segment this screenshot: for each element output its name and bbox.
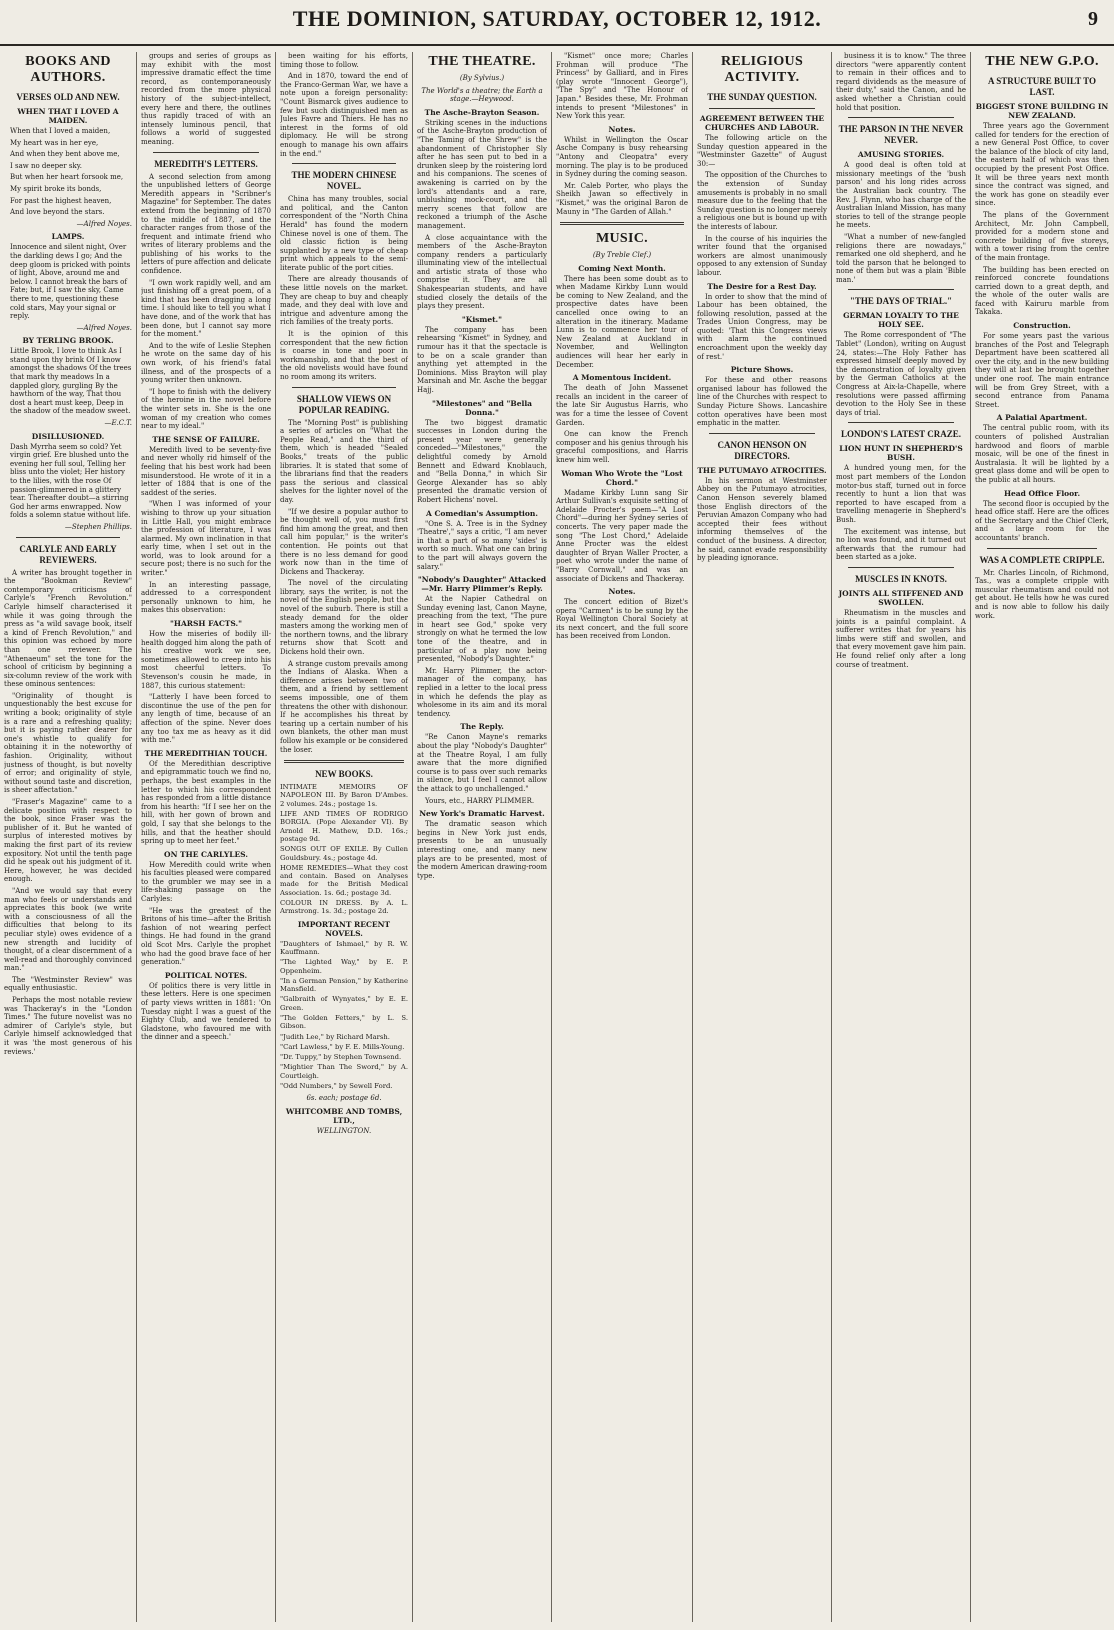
paragraph: "What a number of new-fangled religions there are nowadays," remarked one old shepherd, and he told the parson that he belonged to none of them but was a plain 'Bible man.': [836, 232, 966, 284]
poem-title: BY TERLING BROOK.: [22, 336, 114, 346]
advertiser-name: WHITCOMBE AND TOMBS, LTD.,: [285, 1106, 403, 1125]
poem-line: And love beyond the stars.: [10, 208, 105, 217]
divider: [153, 152, 259, 153]
list-item: "Mightier Than The Sword," by A. Courtleigh.: [280, 1063, 408, 1080]
paragraph: "And we would say that every man who feels or understands and appreciates this book (we write with a consciousness of all the difficulties that belong to its peculiar style) owes evidence of a new strength and lucidity of thought, of a clear discernment of a well-read and thoroughly convinced man.": [4, 886, 132, 973]
article-heading: THE PARSON IN THE NEVER NEVER.: [838, 124, 964, 146]
sub-heading: "Nobody's Daughter" Attacked—Mr. Harry Plimmer's Reply.: [417, 575, 547, 594]
column-chinese-novel: [280, 52, 408, 1622]
sub-heading: Notes.: [608, 587, 636, 597]
article-heading: WAS A COMPLETE CRIPPLE.: [979, 554, 1105, 565]
paragraph: "Originality of thought is unquestionably the best excuse for writing a book; originality of style is a rare and a refreshing quality; but it is paying rather dearer for one's whistle to qualify for obtaining it in the noteworthy of fashion. Originality, without justness of thought, is but novelty of error; and originality of style, without sound taste and discretion, is sheer affectation.": [4, 691, 132, 795]
list-item: "Judith Lee," by Richard Marsh.: [280, 1032, 390, 1041]
column-gpo: [975, 52, 1109, 1622]
novel-list: [280, 940, 408, 1091]
column-religious: [697, 52, 827, 1622]
paragraph: Madame Kirkby Lunn sang Sir Arthur Sullivan's exquisite setting of Adelaide Procter's poem—"A Lost Chord"—during her Sydney series of concerts. The very paper made the song "The Lost Chord," Adelaide Anne Procter was the eldest daughter of Bryan Waller Procter, a poet who wrote under the name of "Barry Cornwall," and was an associate of Dickens and Thackeray.: [556, 488, 688, 583]
article-heading: THE SUNDAY QUESTION.: [707, 92, 817, 102]
sub-heading: LION HUNT IN SHEPHERD'S BUSH.: [839, 444, 963, 463]
advert-heading: NEW BOOKS.: [315, 769, 373, 780]
paragraph: The following article on the Sunday question appeared in the "Westminster Gazette" of August 30:—: [697, 134, 827, 168]
paragraph: been waiting for his efforts, timing those to follow.: [280, 52, 408, 69]
sub-heading: Construction.: [1013, 321, 1071, 331]
sub-heading: Picture Shows.: [730, 365, 794, 375]
paragraph: In his sermon at Westminster Abbey on the Putumayo atrocities, Canon Henson severely blamed those English directors of the Peruvian Amazon Company who had accepted their fees without informing themselves of the conduct of the business. A director, he said, cannot evade responsibility by pleading ignorance.: [697, 476, 827, 563]
poem-text: Little Brook, I love to think As I stand upon thy brink Of I know amongst the shadows Of the trees that mark thy meadows In a dappled glory, gurgling By the hawthorn of the way, That thou dost a heart must keep, Deep in the shadow of the meadow sweet.: [10, 347, 132, 416]
divider: [292, 163, 396, 164]
paragraph: A second selection from among the unpublished letters of George Meredith appears in "Scribner's Magazine" for September. The dates extend from the beginning of 1870 to the middle of 1887, and the character ranges from those of the frequent and intimate friend who writes of literary problems and the publishing of his works to the letters of pure affection and delicate confidence.: [141, 172, 271, 276]
divider: [284, 760, 404, 763]
poem-line: And when they bent above me,: [10, 150, 120, 159]
paragraph: A strange custom prevails among the Indians of Alaska. When a difference arises between two of them, and a friend by settlement seems impossible, one of them threatens the other with dishonour. If he accomplishes his threat by tearing up a certain number of his own blankets, the other man must follow his example or be considered the loser.: [280, 659, 408, 754]
article-heading: LONDON'S LATEST CRAZE.: [841, 429, 961, 440]
paragraph: How the miseries of bodily ill-health dogged him along the path of his creative work we see, sometimes allowed to creep into his most cheerful letters. To Stevenson's cousin he made, in 1887, this curious statement:: [141, 630, 271, 690]
column-books-and-authors: [4, 52, 132, 1622]
sub-heading: ON THE CARLYLES.: [164, 849, 248, 859]
column-rule: [275, 52, 276, 1622]
paragraph: In an interesting passage, addressed to a correspondent personally unknown to him, he makes this observation:: [141, 580, 271, 615]
paragraph: groups and series of groups as may exhibit with the most impressive dramatic effect the time record, as contemporaneously recorded from the more physical history of the subject-intellect, every here and there, the outlines thus rapidly traced of with an intensely luminous pencil, that follows a world of suggested meaning.: [141, 52, 271, 146]
paragraph: Striking scenes in the inductions of the Asche-Brayton production of "The Taming of the Shrew" is the abandonment of Christopher Sly after he has seen put to bed in a drunken sleep by the roistering lord and his companions. The scenes of awakening is carried on by the lord's attendants and a rare, unblushing mock-court, and the merry scenes that follow are reckoned a triumph of the Asche management.: [417, 118, 547, 230]
article-heading: A STRUCTURE BUILT TO LAST.: [988, 76, 1096, 97]
paragraph: There has been some doubt as to when Madame Kirkby Lunn would be coming to New Zealand, and the prospective dates have been cancelled once owing to an alteration in the itinerary. Madame Lunn is to commence her tour of New Zealand at Auckland in November, and Wellington audiences will hear her early in December.: [556, 274, 688, 369]
section-heading-theatre: THE THEATRE.: [428, 54, 536, 69]
paragraph: The company has been rehearsing "Kismet" in Sydney, and rumour has it that the spectacle is to be on a scale grander than anything yet attempted in the Dominions. Miss Brayton will play Marsinah and Mr. Asche the beggar Hajj.: [417, 325, 547, 394]
column-theatre: [417, 52, 547, 1622]
column-rule: [412, 52, 413, 1622]
paragraph: And to the wife of Leslie Stephen he wrote on the same day of his own work, of his friend's fatal illness, and of the prospects of a young writer then unknown.: [141, 341, 271, 385]
poem-title: LAMPS.: [51, 232, 85, 242]
list-item: "In a German Pension," by Katherine Mansfield.: [280, 976, 408, 994]
section-heading-religious: RELIGIOUS ACTIVITY.: [720, 54, 804, 85]
sub-heading: The Asche-Brayton Season.: [424, 107, 540, 117]
paragraph: Mr. Caleb Porter, who plays the Sheikh Jawan so effectively in "Kismet," was the original Baron de Mauny in "The Garden of Allah.": [556, 181, 688, 216]
paragraph: Three years ago the Government called for tenders for the erection of a new General Post Office, to cover the balance of the block of city land, the eastern half of which was then occupied by the present Post Office. It will be three years next month since the contract was signed, and the work has gone on steadily ever since.: [975, 122, 1109, 208]
paragraph: The death of John Massenet recalls an incident in the career of the late Sir Augustus Harris, who was for a time the lessee of Covent Garden.: [556, 384, 688, 427]
masthead-title: THE DOMINION, SATURDAY, OCTOBER 12, 1912.: [292, 6, 822, 31]
sub-heading: "Milestones" and "Bella Donna.": [431, 398, 533, 417]
divider: [16, 537, 120, 538]
paragraph: Rheumatism in the muscles and joints is a painful complaint. A sufferer writes that for years his limbs were stiff and swollen, and that every movement gave him pain. He found relief only after a long course of treatment.: [836, 608, 966, 669]
sub-heading: "HARSH FACTS.": [169, 619, 243, 629]
column-music: [556, 52, 688, 1622]
list-item: "The Golden Fetters," by L. S. Gibson.: [280, 1013, 408, 1031]
article-heading: SHALLOW VIEWS ON POPULAR READING.: [296, 393, 392, 415]
paragraph: Of politics there is very little in these letters. Here is one specimen of party views written in 1881: 'On Tuesday night I was a guest of the Eighty Club, and we tendered to Gladstone, who favoured me with the dinner and a speech.': [141, 981, 271, 1042]
paragraph: A hundred young men, for the most part members of the London motor-bus staff, turned out in force recently to hunt a lion that was reported to have escaped from a travelling menagerie in Shepherd's Bush.: [836, 464, 966, 524]
list-item: COLOUR IN DRESS. By A. L. Armstrong. 1s. 3d.; postage 2d.: [280, 899, 408, 916]
paragraph: Perhaps the most notable review was Thackeray's in the "London Times." The future novelist was no admirer of Carlyle's style, but Carlyle himself acknowledged that it was 'the most generous of his reviews.': [4, 996, 132, 1056]
sub-heading: A Palatial Apartment.: [996, 413, 1088, 423]
poem-line: When that I loved a maiden,: [10, 127, 111, 135]
article-heading: "THE DAYS OF TRIAL.": [849, 296, 953, 307]
list-item: "Daughters of Ishmael," by R. W. Kauffmann.: [280, 939, 408, 956]
sub-heading: Woman Who Wrote the "Lost Chord.": [561, 468, 683, 487]
divider: [848, 567, 954, 568]
column-parson: [836, 52, 966, 1622]
article-heading: THE MODERN CHINESE NOVEL.: [291, 170, 397, 192]
paragraph: Of the Meredithian descriptive and epigrammatic touch we find no, perhaps, the best examples in the letter to which his correspondent has responded from a little distance from his hearth: "If I see her on the hill, with her gown of brown and gold, I say that she belongs to the hills, and that the heather should spring up to meet her feet.": [141, 759, 271, 846]
byline: (By Treble Clef.): [592, 251, 652, 260]
poem-line: My heart was in her eye,: [10, 138, 99, 147]
divider: [560, 222, 684, 225]
sub-heading: GERMAN LOYALTY TO THE HOLY SEE.: [843, 311, 959, 330]
list-item: "Dr. Tuppy," by Stephen Townsend.: [280, 1053, 402, 1062]
sub-heading: Coming Next Month.: [578, 263, 666, 273]
poem-line: For past the highest heaven,: [10, 196, 112, 205]
divider: [987, 548, 1097, 549]
paragraph: The opposition of the Churches to the extension of Sunday amusements is probably in no small measure due to the feeling that the Sunday question is no longer merely a religious one but is bound up with the interests of labour.: [697, 171, 827, 231]
paragraph: There are already thousands of these little novels on the market. They are cheap to buy and cheaply made, and they deal with love and intrigue and adventure among the rich families of the treaty ports.: [280, 275, 408, 327]
column-rule: [692, 52, 693, 1622]
masthead: [0, 0, 1114, 46]
article-heading: MEREDITH'S LETTERS.: [154, 158, 258, 169]
divider: [709, 433, 815, 434]
poem-line: My spirit broke its bonds,: [10, 184, 102, 193]
paragraph: Meredith lived to be seventy-five and never wholly rid himself of the feeling that his best work had been misunderstood. He wrote of it in a letter of 1884 that is one of the saddest of the series.: [141, 445, 271, 497]
paragraph: "Latterly I have been forced to discontinue the use of the pen for any length of time, because of an affection of the spine. Never does any too tax me as heavy as it did with me.": [141, 693, 271, 745]
paragraph: "One S. A. Tree is in the Sydney 'Theatre'," says a critic, "I am never in that a part of so many 'sides' is worth so much. What one can bring to the part will always govern the salary.": [417, 519, 547, 571]
poem-signature: —Stephen Phillips.: [64, 522, 132, 531]
paragraph: China has many troubles, social and political, and the Canton correspondent of the "North China Herald" has found the modern Chinese novel is one of them. The old classic fiction is being supplanted by a new type of cheap print which appeals to the semi-literate public of the port cities.: [280, 195, 408, 272]
paragraph: Mr. Charles Lincoln, of Richmond, Tas., was a complete cripple with muscular rheumatism and could not get about. He tells how he was cured and is now able to follow his daily work.: [975, 568, 1109, 620]
paragraph: A close acquaintance with the members of the Asche-Brayton company renders a particularly illuminating view of the intellectual and artistic strata of those who comprise it. They are all Shakespearian students, and have studied closely the details of the plays they present.: [417, 233, 547, 311]
paragraph: One can know the French composer and his genius through his graceful compositions, and Harris knew him well.: [556, 430, 688, 464]
column-rule: [551, 52, 552, 1622]
paragraph: In the course of his inquiries the writer found that the organised workers are almost unanimously opposed to any extension of Sunday labour.: [697, 234, 827, 277]
paragraph: The two biggest dramatic successes in London during the present year were generally conceded—"Milestones," the delightful comedy by Arnold Bennett and Edward Knoblauch, and "Bella Donna," in which Sir George Alexander has so ably presented the dramatic version of Robert Hichens' novel.: [417, 418, 547, 504]
paragraph: How Meredith could write when his faculties pleased were compared to the grumbler we may see in a life-shaking passage on the Carlyles:: [141, 860, 271, 904]
paragraph: The concert edition of Bizet's opera "Carmen" is to be sung by the Royal Wellington Choral Society at its next concert, and the full score has been received from London.: [556, 598, 688, 641]
list-item: "Odd Numbers," by Sewell Ford.: [280, 1082, 393, 1091]
sub-heading: THE PUTUMAYO ATROCITIES.: [697, 465, 827, 475]
paragraph: The building has been erected on reinforced concrete foundations carried down to a great depth, and the whole of the outer walls are faced with Kairuru marble from Takaka.: [975, 265, 1109, 317]
list-item: HOME REMEDIES—What they cost and contain. Based on Analyses made for the British Medical Association. 1s. 6d.; postage 3d.: [280, 863, 408, 897]
sub-heading: THE SENSE OF FAILURE.: [152, 434, 260, 444]
paragraph: "He was the greatest of the Britons of his time—after the British fashion of not wearing perfect things. He had found in the grand old Scot Mrs. Carlyle the prophet who had the good brave face of her generation.": [141, 906, 271, 967]
paragraph: In order to show that the mind of Labour has been obtained, the following resolution, passed at the Trades Union Congress, may be quoted: 'That this Congress views with alarm the continued encroachment upon the weekly day of rest.': [697, 292, 827, 361]
paragraph: For some years past the various branches of the Post and Telegraph Department have been scattered all over the city, and in the new building they will at last be brought together under one roof. The main entrance will be from Grey Street, with a second entrance from Panama Street.: [975, 332, 1109, 409]
list-item: INTIMATE MEMOIRS OF NAPOLEON III. By Baron D'Ambes. 2 volumes. 24s.; postage 1s.: [280, 783, 408, 808]
column-rule: [831, 52, 832, 1622]
advert-subheading: IMPORTANT RECENT NOVELS.: [297, 919, 391, 938]
paragraph: "Fraser's Magazine" came to a delicate position with respect to the book, since Fraser was the publisher of it. But he wanted of surplus of interested motives by making the first part of its review expository. Not until the tenth page did he speak out his judgment of it. Here, however, he was decided enough.: [4, 798, 132, 884]
paragraph: "When I was informed of your wishing to throw up your situation in Little Hall, you might embrace the profession of literature, I was alarmed. My own inclination in that early time, when I set out in the world, was to look around for a secure post; there is no such for the writer.": [141, 500, 271, 578]
book-list: [280, 783, 408, 915]
poem-title: DISILLUSIONED.: [31, 431, 105, 441]
paragraph: The novel of the circulating library, says the writer, is not the novel of the English people, but the novel of the suburb. There is still a steady demand for the older masters among the working men of the northern towns, and the library returns show that Scott and Dickens hold their own.: [280, 579, 408, 657]
paragraph: "I hope to finish with the delivery of the heroine in the novel before the winter sets in. She is the one woman of my creation who comes near to my ideal.": [141, 387, 271, 431]
sub-heading: The Reply.: [460, 722, 504, 732]
verses-heading: VERSES OLD AND NEW.: [16, 92, 120, 102]
byline: (By Sylvius.): [459, 74, 505, 82]
paragraph: The second floor is occupied by the head office staff. Here are the offices of the Secretary and the Chief Clerk, and a large room for the accountants' branch.: [975, 499, 1109, 542]
divider: [848, 422, 954, 423]
paragraph: "Re Canon Mayne's remarks about the play "Nobody's Daughter" at the Theatre Royal, I am fully aware that the more dignified course is to pass over such remarks in silence, but I feel I cannot allow the attack to go unchallenged.": [417, 733, 547, 793]
sub-heading: AGREEMENT BETWEEN THE CHURCHES AND LABOUR.: [699, 114, 825, 132]
column-rule: [136, 52, 137, 1622]
sub-heading: JOINTS ALL STIFFENED AND SWOLLEN.: [838, 588, 964, 607]
poem-line: But when her heart forsook me,: [10, 173, 124, 182]
poem-line: I saw no deeper sky.: [10, 161, 82, 170]
paragraph: "If we desire a popular author to be thought well of, you must first find him among the great, and then call him popular," is the writer's contention. He points out that there is no less demand for good work now than in the time of Dickens and Thackeray.: [280, 507, 408, 576]
list-item: "Galbraith of Wynyates," by E. E. Green.: [280, 995, 408, 1012]
column-meredith: [141, 52, 271, 1622]
article-heading: CANON HENSON ON DIRECTORS.: [717, 439, 807, 461]
sub-heading: BIGGEST STONE BUILDING IN NEW ZEALAND.: [975, 102, 1109, 120]
paragraph: And in 1870, toward the end of the Franco-German War, we have a note upon a foreign personality: "Count Bismarck gives audience to few but such distinguished men as Jules Favre and Thiers. He has no interest in the forms of old diplomacy. He will be strong enough to manage his own affairs in the end.": [280, 72, 408, 158]
sub-heading: The Desire for a Rest Day.: [707, 281, 817, 291]
divider: [292, 387, 396, 388]
paragraph: Yours, etc., HARRY PLIMMER.: [425, 796, 535, 805]
divider: [848, 289, 954, 290]
paragraph: Mr. Harry Plimmer, the actor-manager of the company, has replied in a letter to the local press in which he defends the play as wholesome in its aim and its moral tendency.: [417, 666, 547, 718]
sub-heading: A Momentous Incident.: [572, 373, 672, 383]
epigraph: The World's a theatre; the Earth a stage.—Heywood.: [421, 86, 543, 104]
sub-heading: THE MEREDITHIAN TOUCH.: [144, 748, 268, 758]
list-item: SONGS OUT OF EXILE. By Cullen Gouldsbury. 4s.; postage 4d.: [280, 845, 408, 862]
paragraph: The central public room, with its counters of polished Australian hardwood and floors of marble mosaic, will be one of the finest in Australasia. It will be lighted by a great glass dome and will be open to the public at all hours.: [975, 424, 1109, 484]
list-item: "The Lighted Way," by E. P. Oppenheim.: [280, 958, 408, 975]
poem-text: Dash Myrrha seem so cold? Yet virgin grief. Ere blushed unto the evening her full soul, Telling her bliss unto the violet; Her history to the lilies, with the rose Of passion-glimmered in a glittery tear. Thereafter doubt—a stirring God her arms enwrapped. Now folds a solemn statue without life.: [10, 442, 131, 520]
paragraph: Whilst in Wellington the Oscar Asche Company is busy rehearsing "Antony and Cleopatra" every morning. The play is to be produced in Sydney during the coming season.: [556, 135, 688, 179]
poem-signature: —Alfred Noyes.: [76, 323, 132, 332]
poem-text: Innocence and silent night, Over the darkling dews I go; And the deep gloom is pricked with points of light, Above, around me and below. I cannot break the bars of Fate; but, if I saw the sky, Came there to me, questioning these cold stars, May your signal or reply.: [10, 243, 131, 321]
poem-signature: —Alfred Noyes.: [76, 219, 132, 228]
paragraph: business it is to know." The three directors "were apparently content to remain in their offices and to regard dividends as the measure of their duty," said the Canon, and he asked whether a Christian could hold that position.: [836, 52, 966, 112]
paragraph: At the Napier Cathedral on Sunday evening last, Canon Mayne, preaching from the text, "The pure in heart see God," spoke very strongly on what he termed the low tone of the theatre, and in particular of a play now being presented, "Nobody's Daughter.": [417, 595, 547, 664]
section-heading-books: BOOKS AND AUTHORS.: [25, 54, 111, 85]
divider: [848, 117, 954, 118]
column-rule: [970, 52, 971, 1622]
sub-heading: POLITICAL NOTES.: [164, 970, 248, 980]
sub-heading: "Kismet.": [461, 314, 503, 324]
sub-heading: Notes.: [608, 124, 636, 134]
paragraph: The Rome correspondent of "The Tablet" (London), writing on August 24, states:—The Holy Father has expressed himself deeply moved by the demonstration of loyalty given by the German Catholics at the Congress at Aix-la-Chapelle, where resolutions were passed affirming devotion to the Holy See in these days of trial.: [836, 331, 966, 417]
advertiser-city: WELLINGTON.: [316, 1126, 372, 1135]
paragraph: A good deal is often told at missionary meetings of the 'bush parson' and his long rides across the Australian back country. The Rev. J. Flynn, who has charge of the Australian Inland Mission, has many stories to tell of the strange people he meets.: [836, 161, 966, 230]
paragraph: "I own work rapidly well, and am just finishing off a great poem, of a kind that has been dragging a long time. I should like to tell you what I have done, and of the work that has been done, but I cannot say more for the moment.": [141, 278, 271, 339]
article-heading: CARLYLE AND EARLY REVIEWERS.: [19, 543, 117, 565]
poem-title: WHEN THAT I LOVED A MAIDEN.: [17, 107, 119, 125]
article-heading: MUSCLES IN KNOTS.: [855, 573, 947, 584]
paragraph: The dramatic season which begins in New York just ends, presents to be an unusually interesting one, and many new plays are to be presented, most of the modern American drawing-room type.: [417, 820, 547, 880]
sub-heading: New York's Dramatic Harvest.: [419, 809, 545, 819]
paragraph: The "Westminster Review" was equally enthusiastic.: [4, 975, 132, 993]
paragraph: The plans of the Government Architect, Mr. John Campbell, provided for a modern stone and concrete building of five storeys, with a tower rising from the centre of the main frontage.: [975, 210, 1109, 262]
divider: [709, 108, 815, 109]
paragraph: For these and other reasons organised labour has followed the line of the Churches with respect to Sunday Picture Shows. Lancashire cotton operatives have been most emphatic in the matter.: [697, 376, 827, 428]
paragraph: The "Morning Post" is publishing a series of articles on "What the People Read," and the third of them, which is headed "Sealed Books," treats of the public libraries. It is stated that some of the librarians find that the readers pass the serious and classical shelves for the lighter novel of the day.: [280, 418, 408, 504]
paragraph: The excitement was intense, but no lion was found, and it turned out afterwards that the rumour had been started as a joke.: [836, 527, 966, 562]
section-heading-music: MUSIC.: [596, 231, 648, 247]
paragraph: A writer has brought together in the "Bookman Review" contemporary criticisms of Carlyle's "French Revolution." Carlyle himself characterised it while it was going through the press as "a wild savage book, itself a kind of French Revolution," and this opinion was echoed by more than one reviewer. The "Athenaeum" set the tone for the school of criticism by beginning a six-column review of the work with these ominous sentences:: [4, 568, 132, 689]
list-item: LIFE AND TIMES OF RODRIGO BORGIA. (Pope Alexander VI). By Arnold H. Mathew, D.D. 16s.; postage 9d.: [280, 810, 408, 843]
page-number: 9: [1088, 8, 1098, 30]
section-heading-gpo: THE NEW G.P.O.: [985, 54, 1099, 69]
paragraph: It is the opinion of this correspondent that the new fiction is coarse in tone and poor in workmanship, and that the best of the old novelists would have found no room among its writers.: [280, 330, 408, 381]
sub-heading: AMUSING STORIES.: [857, 150, 945, 160]
paragraph: "Kismet" once more; Charles Frohman will produce "The Princess" by Galliard, and in Fires (play wrote "Innocent George"), "The Spy" and "The Honour of Japan." Besides these, Mr. Frohman intends to present "Milestones" in New York this year.: [556, 52, 688, 121]
price-line: 6s. each; postage 6d.: [306, 1094, 382, 1103]
sub-heading: Head Office Floor.: [1003, 488, 1081, 498]
poem-signature: —E.C.T.: [104, 419, 132, 428]
sub-heading: A Comedian's Assumption.: [426, 508, 538, 518]
list-item: "Carl Lawless," by F. E. Mills-Young.: [280, 1042, 405, 1051]
